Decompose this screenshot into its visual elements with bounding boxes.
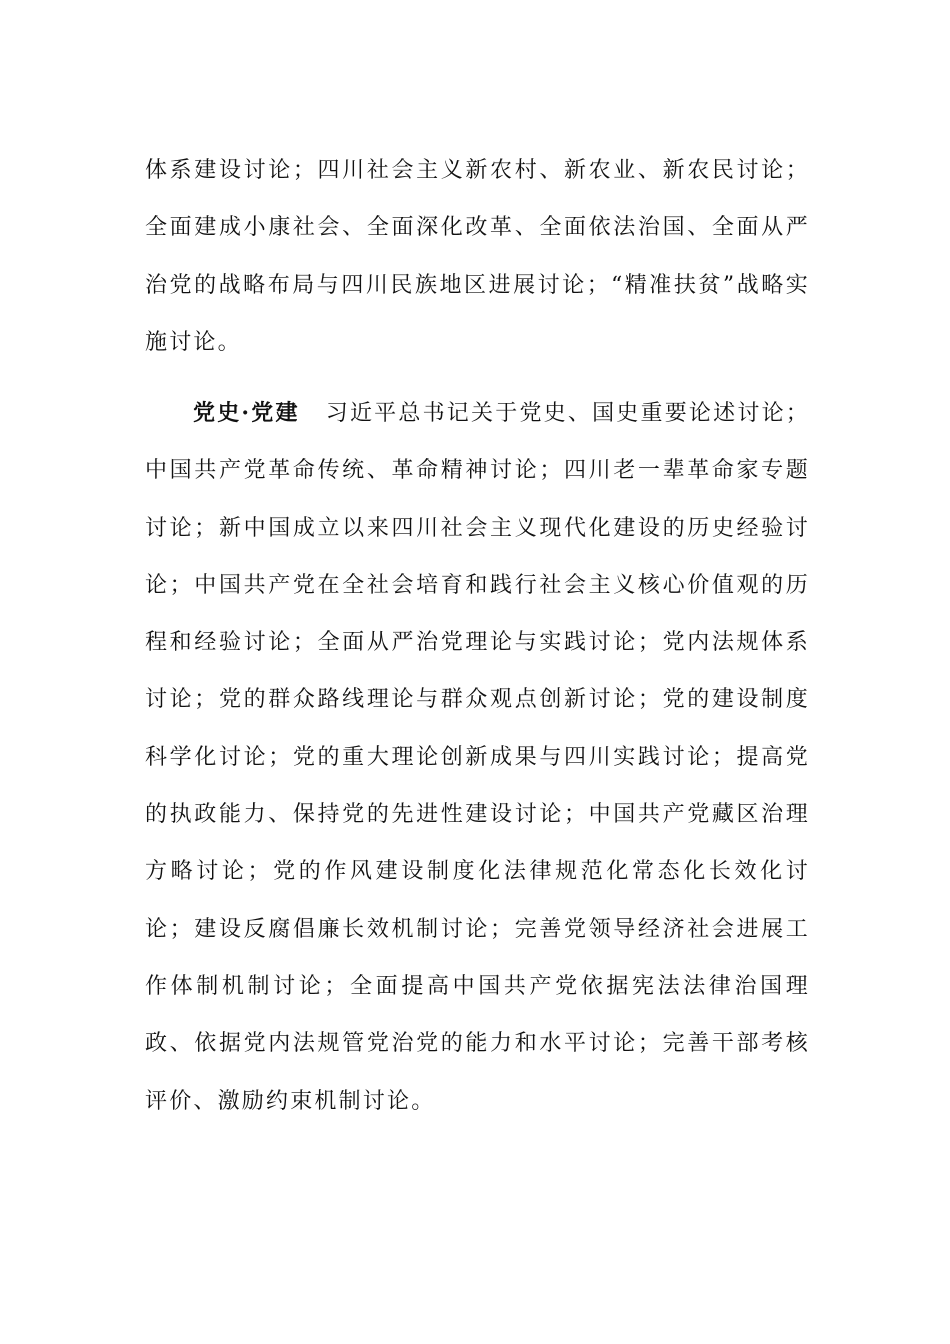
paragraph-party-history-body: 习近平总书记关于党史、国史重要论述讨论；中国共产党革命传统、革命精神讨论；四川老一辈革命家专题讨论；新中国成立以来四川社会主义现代化建设的历史经验讨论；中国共产党在全社会培育和践行社会主义核心价值观的历程和经验讨论；全面从严治党理论与实践讨论；党内法规体系讨论；党的群众路线理论与群众观点创新讨论；党的建设制度科学化讨论；党的重大理论创新成果与四川实践讨论；提高党的执政能力、保持党的先进性建设讨论；中国共产党藏区治理方略讨论；党的作风建设制度化法律规范化常态化长效化讨论；建设反腐倡廉长效机制讨论；完善党领导经济社会进展工作体制机制讨论；全面提高中国共产党依据宪法法律治国理政、依据党内法规管党治党的能力和水平讨论；完善干部考核评价、激励约束机制讨论。 [145,401,810,1114]
paragraph-party-history [145,385,810,1130]
section-heading: 党史·党建 [193,400,300,426]
paragraph-continued: 体系建设讨论；四川社会主义新农村、新农业、新农民讨论；全面建成小康社会、全面深化改革、全面依法治国、全面从严治党的战略布局与四川民族地区进展讨论；“精准扶贫”战略实施讨论。 [145,158,810,355]
